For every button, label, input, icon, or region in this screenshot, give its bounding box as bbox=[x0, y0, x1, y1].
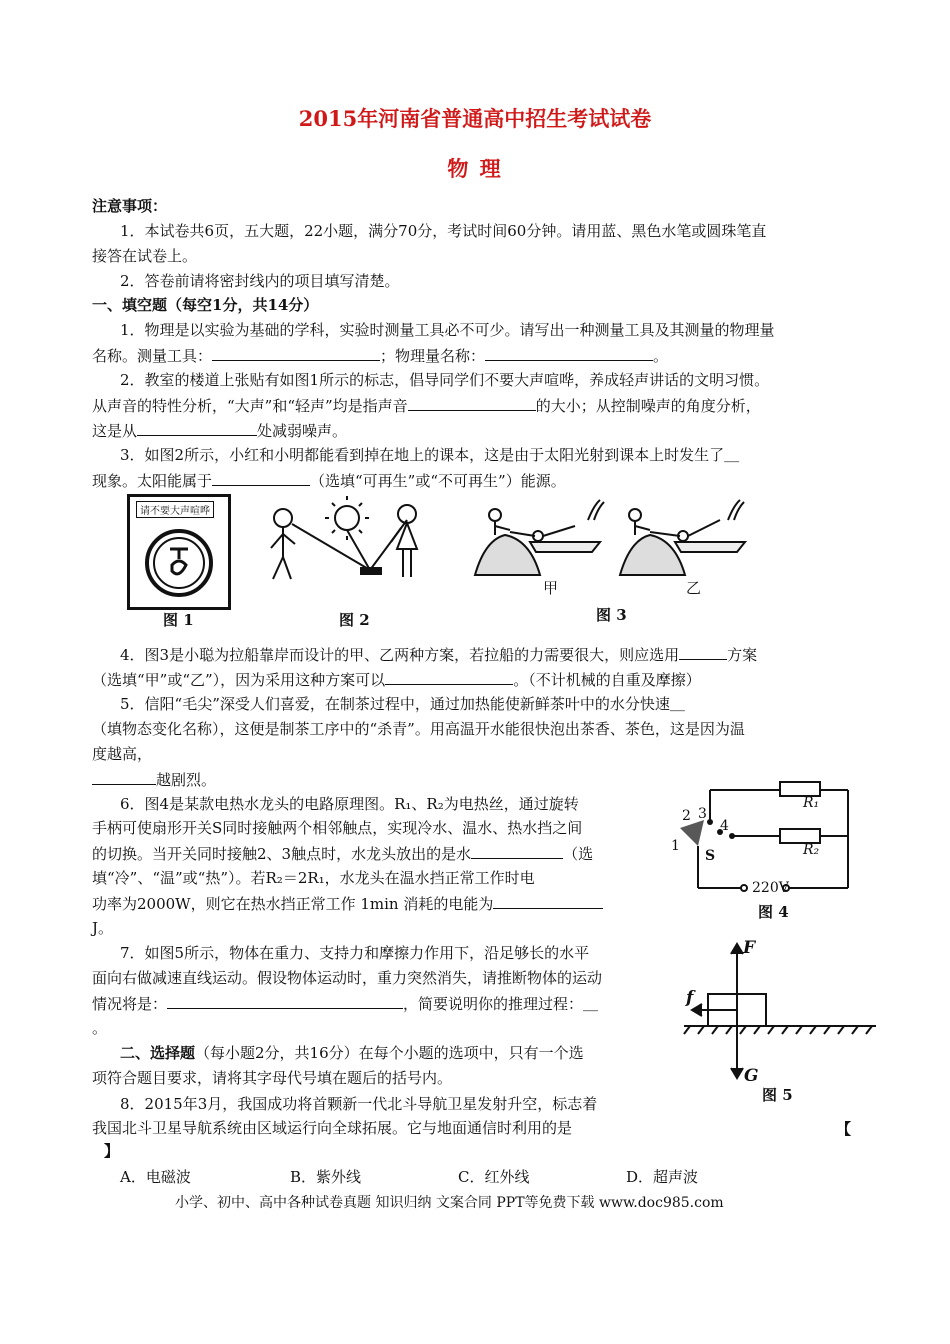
answer-blank[interactable] bbox=[385, 669, 513, 685]
question-text: J。 bbox=[92, 919, 114, 937]
force-f-label: f bbox=[686, 988, 694, 1008]
answer-blank[interactable] bbox=[212, 345, 380, 361]
answer-blank[interactable] bbox=[167, 993, 403, 1009]
sign-text: 请不要大声喧哗 bbox=[136, 501, 214, 518]
figure-3-label-b: 乙 bbox=[686, 579, 702, 597]
question-text: （选填“甲”或“乙”），因为采用这种方案可以 。（不计机械的自重及摩擦） bbox=[92, 671, 701, 689]
question-text: 的切换。当开关同时接触2、3触点时，水龙头放出的是水 （选 bbox=[92, 845, 594, 863]
figure-3-label-a: 甲 bbox=[543, 579, 559, 597]
figure-2-illustration bbox=[255, 494, 455, 594]
question-text: 3．如图2所示，小红和小明都能看到掉在地上的课本，这是由于太阳光射到课本上时发生了＿ bbox=[120, 446, 740, 464]
question-text: 4．图3是小聪为拉船靠岸而设计的甲、乙两种方案，若拉船的力需要很大，则应选用 方案 bbox=[120, 646, 758, 664]
force-F-label: F bbox=[743, 938, 756, 958]
contact-label: 4 bbox=[720, 818, 729, 834]
question-text: 。 bbox=[92, 1019, 108, 1037]
switch-label: S bbox=[705, 848, 716, 864]
figure-3-illustration bbox=[470, 490, 770, 590]
answer-blank[interactable] bbox=[679, 644, 727, 660]
question-text: 名称。测量工具： ；物理量名称： 。 bbox=[92, 347, 669, 365]
answer-blank[interactable] bbox=[493, 893, 603, 909]
question-text: 填“冷”、“温”或“热”）。若R₂＝2R₁，水龙头在温水挡正常工作时电 bbox=[92, 869, 535, 887]
question-text: 功率为2000W，则它在热水挡正常工作 1min 消耗的电能为 bbox=[92, 893, 603, 914]
question-text: 5．信阳“毛尖”深受人们喜爱，在制茶过程中，通过加热能使新鲜茶叶中的水分快速＿ bbox=[120, 695, 685, 713]
notice-line: 1．本试卷共6页，五大题，22小题，满分70分，考试时间60分钟。请用蓝、黑色水笔或圆珠笔直 bbox=[120, 222, 767, 240]
answer-blank[interactable] bbox=[212, 470, 310, 486]
answer-bracket-close: 】 bbox=[104, 1142, 120, 1160]
subject-title: 物 理 bbox=[447, 156, 503, 181]
section-instructions: 项符合题目要求，请将其字母代号填在题后的括号内。 bbox=[92, 1069, 453, 1087]
answer-blank[interactable] bbox=[485, 345, 653, 361]
answer-blank[interactable] bbox=[408, 395, 536, 411]
figure-1-sign bbox=[127, 494, 231, 610]
question-text: 面向右做减速直线运动。假设物体运动时，重力突然消失，请推断物体的运动 bbox=[92, 969, 603, 987]
question-text: 手柄可使扇形开关S同时接触两个相邻触点，实现冷水、温水、热水挡之间 bbox=[92, 819, 583, 837]
figure-3-caption: 图 3 bbox=[596, 606, 627, 624]
contact-label: 2 bbox=[682, 808, 691, 824]
answer-blank[interactable] bbox=[137, 420, 257, 436]
option-a[interactable]: A．电磁波 bbox=[120, 1168, 191, 1186]
section-heading: 二、选择题（每小题2分，共16分）在每个小题的选项中，只有一个选 bbox=[120, 1044, 584, 1062]
figure-4-caption: 图 4 bbox=[758, 903, 789, 921]
exam-title: 2015年河南省普通高中招生考试试卷 bbox=[298, 106, 652, 131]
notice-line: 接答在试卷上。 bbox=[92, 247, 198, 265]
r2-label: R₂ bbox=[803, 842, 820, 858]
notice-line: 2．答卷前请将密封线内的项目填写清楚。 bbox=[120, 272, 400, 290]
question-text: 8．2015年3月，我国成功将首颗新一代北斗导航卫星发射升空，标志着 bbox=[120, 1095, 598, 1113]
notice-heading: 注意事项： bbox=[92, 197, 168, 215]
answer-bracket-open: 【 bbox=[836, 1120, 852, 1138]
question-text: 我国北斗卫星导航系统由区域运行向全球拓展。它与地面通信时利用的是 bbox=[92, 1119, 573, 1137]
r1-label: R₁ bbox=[803, 795, 820, 811]
contact-label: 1 bbox=[671, 838, 680, 854]
contact-label: 3 bbox=[698, 806, 707, 822]
section-heading: 一、填空题（每空1分，共14分） bbox=[92, 296, 319, 314]
question-text: 度越高， bbox=[92, 745, 153, 763]
question-text: 这是从 处减弱噪声。 bbox=[92, 422, 348, 440]
question-text: 从声音的特性分析，“大声”和“轻声”均是指声音 的大小；从控制噪声的角度分析， bbox=[92, 397, 761, 415]
figure-2-caption: 图 2 bbox=[339, 611, 370, 629]
force-G-label: G bbox=[744, 1066, 759, 1086]
footer-text: 小学、初中、高中各种试卷真题 知识归纳 文案合同 PPT等免费下载 www.doc985.com bbox=[175, 1195, 724, 1211]
quiet-icon bbox=[130, 497, 228, 607]
figure-5-force-diagram bbox=[680, 938, 880, 1088]
figure-1-caption: 图 1 bbox=[163, 611, 194, 629]
question-text: 现象。太阳能属于 （选填“可再生”或“不可再生”）能源。 bbox=[92, 472, 566, 490]
question-text: 情况将是： ，简要说明你的推理过程：＿ bbox=[92, 995, 599, 1013]
question-text: 越剧烈。 bbox=[92, 769, 216, 790]
voltage-label: 220V bbox=[752, 880, 789, 896]
question-text: 1．物理是以实验为基础的学科，实验时测量工具必不可少。请写出一种测量工具及其测量的物理量 bbox=[120, 321, 775, 339]
question-text: 7．如图5所示，物体在重力、支持力和摩擦力作用下，沿足够长的水平 bbox=[120, 944, 590, 962]
question-text: （填物态变化名称），这便是制茶工序中的“杀青”。用高温开水能很快泡出茶香、茶色，这是因为温 bbox=[92, 720, 745, 738]
answer-blank[interactable] bbox=[92, 769, 156, 785]
option-d[interactable]: D．超声波 bbox=[626, 1168, 699, 1186]
question-text: 2．教室的楼道上张贴有如图1所示的标志，倡导同学们不要大声喧哗，养成轻声讲话的文明习惯。 bbox=[120, 371, 770, 389]
figure-5-caption: 图 5 bbox=[762, 1086, 793, 1104]
answer-blank[interactable] bbox=[471, 843, 563, 859]
option-b[interactable]: B．紫外线 bbox=[290, 1168, 362, 1186]
option-c[interactable]: C．红外线 bbox=[458, 1168, 530, 1186]
question-text: 6．图4是某款电热水龙头的电路原理图。R₁、R₂为电热丝，通过旋转 bbox=[120, 795, 579, 813]
